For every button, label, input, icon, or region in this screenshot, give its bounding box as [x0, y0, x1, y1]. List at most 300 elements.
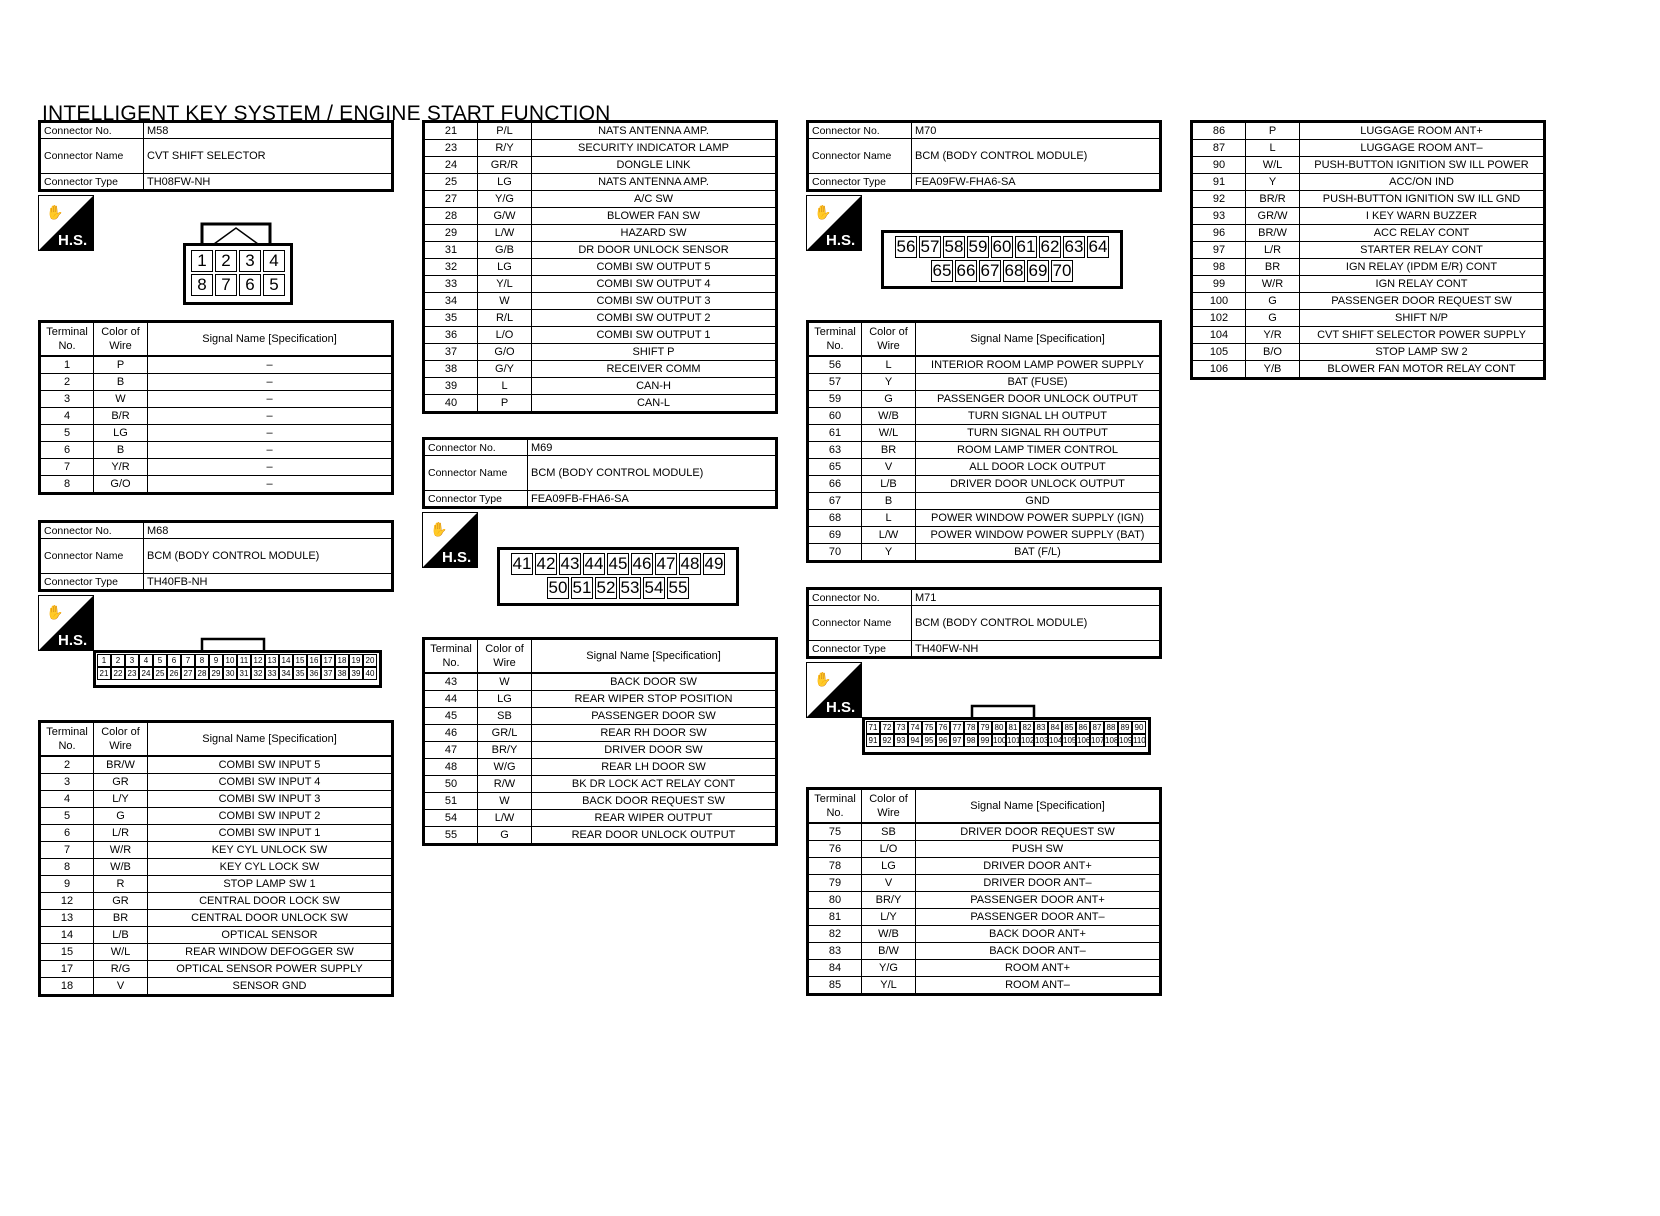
table-row — [424, 122, 777, 140]
table-row — [808, 858, 1161, 875]
connector-pin: 31 — [237, 667, 251, 680]
wire-color-cell: P — [478, 395, 532, 413]
table-row — [424, 361, 777, 378]
terminal-no-cell: 57 — [808, 374, 862, 391]
terminal-no-cell: 105 — [1192, 344, 1246, 361]
color-of-wire-header: Color of Wire — [478, 639, 532, 674]
connector-no-label: Connector No. — [40, 122, 144, 139]
table-row — [808, 442, 1161, 459]
connector-pin: 17 — [321, 654, 335, 667]
terminal-no-cell: 106 — [1192, 361, 1246, 379]
table-row — [808, 977, 1161, 995]
connector-pin: 40 — [363, 667, 377, 680]
signal-name-cell: COMBI SW INPUT 2 — [148, 808, 393, 825]
wire-color-cell: W/L — [94, 944, 148, 961]
table-row — [40, 391, 393, 408]
wire-color-cell: G — [1246, 293, 1300, 310]
connector-pin: 80 — [992, 721, 1006, 734]
connector-no-label: Connector No. — [40, 522, 144, 539]
connector-pin: 21 — [97, 667, 111, 680]
connector-pin: 74 — [908, 721, 922, 734]
connector-pin: 87 — [1090, 721, 1104, 734]
svg-text:✋: ✋ — [430, 521, 448, 537]
connector-pin: 81 — [1006, 721, 1020, 734]
terminal-no-cell: 6 — [40, 825, 94, 842]
m71-pin-row-top — [866, 721, 1147, 734]
wire-color-cell: LG — [478, 691, 532, 708]
m71-pin-row-bottom — [866, 734, 1147, 747]
terminal-no-header: Terminal No. — [424, 639, 478, 674]
wire-color-cell: L/B — [862, 476, 916, 493]
wire-color-cell: GR/R — [478, 157, 532, 174]
signal-name-cell: – — [148, 356, 393, 374]
wire-color-cell: BR/W — [1246, 225, 1300, 242]
connector-pin: 5 — [153, 654, 167, 667]
wire-color-cell: G/W — [478, 208, 532, 225]
wire-color-cell: Y/G — [862, 960, 916, 977]
signal-name-cell: STOP LAMP SW 1 — [148, 876, 393, 893]
signal-name-cell: ROOM ANT+ — [916, 960, 1161, 977]
connector-pin: 57 — [920, 237, 940, 256]
connector-pin: 3 — [239, 250, 261, 272]
connector-pin: 49 — [704, 554, 724, 573]
connector-pin: 60 — [992, 237, 1012, 256]
terminal-no-cell: 76 — [808, 841, 862, 858]
connector-pin: 4 — [139, 654, 153, 667]
signal-name-cell: GND — [916, 493, 1161, 510]
connector-pin: 64 — [1088, 237, 1108, 256]
hs-label: H.S. — [58, 232, 88, 249]
signal-name-cell: ROOM LAMP TIMER CONTROL — [916, 442, 1161, 459]
connector-name-label: Connector Name — [40, 139, 144, 174]
table-row — [1192, 157, 1545, 174]
terminal-no-cell: 67 — [808, 493, 862, 510]
wire-color-cell: SB — [478, 708, 532, 725]
wire-color-cell: Y — [1246, 174, 1300, 191]
signal-name-header: Signal Name [Specification] — [916, 322, 1161, 357]
connector-name-label: Connector Name — [808, 606, 912, 641]
connector-pin: 27 — [181, 667, 195, 680]
wire-color-cell: W/R — [1246, 276, 1300, 293]
terminal-no-cell: 23 — [424, 140, 478, 157]
wire-color-cell: V — [862, 875, 916, 892]
terminal-no-cell: 104 — [1192, 327, 1246, 344]
connector-type-value: TH40FW-NH — [912, 641, 1161, 658]
connector-no-value: M70 — [912, 122, 1161, 139]
connector-pin: 66 — [956, 261, 976, 280]
wire-color-cell: V — [862, 459, 916, 476]
signal-name-cell: – — [148, 391, 393, 408]
m69-connector-face — [497, 547, 739, 606]
table-row — [40, 893, 393, 910]
table-row — [424, 157, 777, 174]
terminal-no-cell: 45 — [424, 708, 478, 725]
terminal-no-cell: 98 — [1192, 259, 1246, 276]
connector-name-value: BCM (BODY CONTROL MODULE) — [528, 456, 777, 491]
terminal-no-cell: 79 — [808, 875, 862, 892]
connector-pin: 84 — [1048, 721, 1062, 734]
connector-type-value: TH08FW-NH — [144, 174, 393, 191]
connector-pin: 46 — [632, 554, 652, 573]
terminal-no-cell: 31 — [424, 242, 478, 259]
terminal-no-cell: 17 — [40, 961, 94, 978]
wire-color-cell: B/W — [862, 943, 916, 960]
signal-name-cell: DRIVER DOOR SW — [532, 742, 777, 759]
table-row — [40, 944, 393, 961]
harness-side-icon — [806, 662, 862, 718]
table-row — [1192, 208, 1545, 225]
m71-terminal-table-continued — [1190, 120, 1546, 380]
svg-text:✋: ✋ — [46, 204, 64, 220]
table-row — [40, 476, 393, 494]
wire-color-cell: BR/Y — [478, 742, 532, 759]
terminal-no-cell: 59 — [808, 391, 862, 408]
signal-name-cell: NATS ANTENNA AMP. — [532, 122, 777, 140]
terminal-no-cell: 13 — [40, 910, 94, 927]
terminal-no-cell: 4 — [40, 408, 94, 425]
signal-name-cell: LUGGAGE ROOM ANT– — [1300, 140, 1545, 157]
connector-pin: 2 — [215, 250, 237, 272]
connector-no-value: M58 — [144, 122, 393, 139]
terminal-no-cell: 3 — [40, 391, 94, 408]
wire-color-cell: GR — [94, 774, 148, 791]
wire-color-cell: LG — [862, 858, 916, 875]
table-row — [1192, 276, 1545, 293]
wire-color-cell: Y/R — [94, 459, 148, 476]
wire-color-cell: Y/L — [478, 276, 532, 293]
table-row — [424, 327, 777, 344]
signal-name-cell: COMBI SW INPUT 5 — [148, 756, 393, 774]
terminal-no-cell: 50 — [424, 776, 478, 793]
terminal-no-cell: 80 — [808, 892, 862, 909]
wire-color-cell: BR/W — [94, 756, 148, 774]
table-row — [40, 459, 393, 476]
terminal-no-cell: 99 — [1192, 276, 1246, 293]
connector-pin: 96 — [936, 734, 950, 747]
connector-pin: 89 — [1118, 721, 1132, 734]
connector-type-label: Connector Type — [808, 641, 912, 658]
table-row — [424, 725, 777, 742]
wire-color-cell: W/L — [1246, 157, 1300, 174]
connector-pin: 42 — [536, 554, 556, 573]
signal-name-cell: STOP LAMP SW 2 — [1300, 344, 1545, 361]
wire-color-cell: W/B — [862, 926, 916, 943]
connector-type-label: Connector Type — [40, 574, 144, 591]
connector-pin: 90 — [1132, 721, 1146, 734]
wire-color-cell: L/R — [94, 825, 148, 842]
table-row — [424, 395, 777, 413]
table-row — [40, 756, 393, 774]
table-row — [808, 960, 1161, 977]
wire-color-cell: W/B — [862, 408, 916, 425]
table-row — [40, 825, 393, 842]
connector-pin: 43 — [560, 554, 580, 573]
connector-pin: 108 — [1105, 736, 1119, 745]
terminal-no-cell: 7 — [40, 459, 94, 476]
terminal-no-cell: 29 — [424, 225, 478, 242]
signal-name-cell: COMBI SW OUTPUT 3 — [532, 293, 777, 310]
terminal-no-cell: 2 — [40, 756, 94, 774]
wire-color-cell: LG — [94, 425, 148, 442]
table-row — [424, 259, 777, 276]
connector-pin: 106 — [1077, 736, 1091, 745]
wire-color-cell: P — [1246, 122, 1300, 140]
wire-color-cell: R/L — [478, 310, 532, 327]
terminal-no-cell: 1 — [40, 356, 94, 374]
connector-pin: 70 — [1052, 261, 1072, 280]
signal-name-cell: CENTRAL DOOR LOCK SW — [148, 893, 393, 910]
table-row — [40, 859, 393, 876]
wire-color-cell: SB — [862, 823, 916, 841]
wire-color-cell: L — [1246, 140, 1300, 157]
wire-color-cell: Y/G — [478, 191, 532, 208]
connector-pin: 110 — [1133, 736, 1146, 745]
signal-name-cell: PASSENGER DOOR SW — [532, 708, 777, 725]
connector-pin: 28 — [195, 667, 209, 680]
wire-color-cell: P — [94, 356, 148, 374]
connector-type-value: FEA09FB-FHA6-SA — [528, 491, 777, 508]
terminal-no-cell: 7 — [40, 842, 94, 859]
signal-name-cell: NATS ANTENNA AMP. — [532, 174, 777, 191]
terminal-no-cell: 51 — [424, 793, 478, 810]
connector-pin: 58 — [944, 237, 964, 256]
signal-name-header: Signal Name [Specification] — [148, 322, 393, 357]
table-row — [1192, 174, 1545, 191]
wire-color-cell: R — [94, 876, 148, 893]
signal-name-cell: DRIVER DOOR UNLOCK OUTPUT — [916, 476, 1161, 493]
signal-name-cell: DRIVER DOOR ANT– — [916, 875, 1161, 892]
m68-pin-row-bottom — [97, 667, 378, 680]
terminal-no-cell: 44 — [424, 691, 478, 708]
connector-pin: 34 — [279, 667, 293, 680]
terminal-no-cell: 85 — [808, 977, 862, 995]
signal-name-cell: IGN RELAY CONT — [1300, 276, 1545, 293]
m58-connector-latch — [200, 220, 272, 246]
terminal-no-cell: 18 — [40, 978, 94, 996]
terminal-no-cell: 39 — [424, 378, 478, 395]
terminal-no-cell: 15 — [40, 944, 94, 961]
table-row — [424, 225, 777, 242]
table-row — [424, 759, 777, 776]
connector-name-label: Connector Name — [40, 539, 144, 574]
connector-pin: 6 — [167, 654, 181, 667]
signal-name-cell: PASSENGER DOOR ANT+ — [916, 892, 1161, 909]
signal-name-cell: CVT SHIFT SELECTOR POWER SUPPLY — [1300, 327, 1545, 344]
wire-color-cell: L — [862, 510, 916, 527]
table-row — [1192, 225, 1545, 242]
wire-color-cell: W/B — [94, 859, 148, 876]
wire-color-cell: R/G — [94, 961, 148, 978]
table-row — [1192, 140, 1545, 157]
table-row — [424, 810, 777, 827]
connector-pin: 14 — [279, 654, 293, 667]
connector-pin: 29 — [209, 667, 223, 680]
signal-name-cell: RECEIVER COMM — [532, 361, 777, 378]
m58-terminal-table — [38, 320, 394, 495]
connector-pin: 86 — [1076, 721, 1090, 734]
m68-terminal-table — [38, 720, 394, 997]
table-row — [808, 374, 1161, 391]
color-of-wire-header: Color of Wire — [862, 789, 916, 824]
wire-color-cell: G/O — [94, 476, 148, 494]
terminal-no-cell: 91 — [1192, 174, 1246, 191]
table-row — [1192, 122, 1545, 140]
connector-pin: 95 — [922, 734, 936, 747]
signal-name-cell: POWER WINDOW POWER SUPPLY (BAT) — [916, 527, 1161, 544]
table-row — [1192, 327, 1545, 344]
connector-pin: 39 — [349, 667, 363, 680]
signal-name-cell: DONGLE LINK — [532, 157, 777, 174]
harness-side-icon — [422, 512, 478, 568]
signal-name-cell: BACK DOOR ANT+ — [916, 926, 1161, 943]
connector-pin: 67 — [980, 261, 1000, 280]
table-row — [808, 943, 1161, 960]
table-row — [1192, 361, 1545, 379]
table-row — [808, 823, 1161, 841]
m71-connector-face — [862, 717, 1151, 755]
connector-pin: 88 — [1104, 721, 1118, 734]
connector-pin: 100 — [993, 736, 1007, 745]
wire-color-cell: L/Y — [94, 791, 148, 808]
connector-type-label: Connector Type — [424, 491, 528, 508]
terminal-no-cell: 14 — [40, 927, 94, 944]
terminal-no-cell: 75 — [808, 823, 862, 841]
connector-name-label: Connector Name — [808, 139, 912, 174]
harness-side-icon — [38, 195, 94, 251]
table-row — [808, 408, 1161, 425]
wire-color-cell: Y/B — [1246, 361, 1300, 379]
terminal-no-cell: 83 — [808, 943, 862, 960]
signal-name-cell: COMBI SW OUTPUT 1 — [532, 327, 777, 344]
connector-pin: 23 — [125, 667, 139, 680]
connector-pin: 20 — [363, 654, 377, 667]
table-header-row — [808, 789, 1161, 824]
wire-color-cell: L/Y — [862, 909, 916, 926]
terminal-no-cell: 5 — [40, 808, 94, 825]
table-row — [424, 344, 777, 361]
table-row — [424, 793, 777, 810]
connector-pin: 24 — [139, 667, 153, 680]
wire-color-cell: L/B — [94, 927, 148, 944]
signal-name-cell: REAR WINDOW DEFOGGER SW — [148, 944, 393, 961]
signal-name-cell: ACC/ON IND — [1300, 174, 1545, 191]
connector-pin: 77 — [950, 721, 964, 734]
terminal-no-header: Terminal No. — [808, 789, 862, 824]
hs-label: H.S. — [826, 232, 856, 249]
signal-name-cell: PUSH SW — [916, 841, 1161, 858]
signal-name-cell: REAR WIPER OUTPUT — [532, 810, 777, 827]
terminal-no-cell: 93 — [1192, 208, 1246, 225]
table-row — [424, 827, 777, 845]
signal-name-cell: POWER WINDOW POWER SUPPLY (IGN) — [916, 510, 1161, 527]
connector-pin: 56 — [896, 237, 916, 256]
table-row — [424, 742, 777, 759]
table-row — [1192, 344, 1545, 361]
terminal-no-cell: 47 — [424, 742, 478, 759]
terminal-no-cell: 96 — [1192, 225, 1246, 242]
terminal-no-cell: 86 — [1192, 122, 1246, 140]
m70-pin-row-top — [884, 236, 1120, 258]
connector-no-value: M69 — [528, 439, 777, 456]
connector-pin: 47 — [656, 554, 676, 573]
connector-name-value: BCM (BODY CONTROL MODULE) — [912, 139, 1161, 174]
terminal-no-cell: 6 — [40, 442, 94, 459]
signal-name-cell: – — [148, 425, 393, 442]
m58-connector-face — [183, 243, 293, 305]
harness-side-icon — [806, 195, 862, 251]
connector-pin: 94 — [908, 734, 922, 747]
m58-pin-row-top — [186, 250, 290, 272]
connector-pin: 63 — [1064, 237, 1084, 256]
color-of-wire-header: Color of Wire — [94, 322, 148, 357]
connector-pin: 53 — [620, 578, 640, 597]
m70-pin-row-bottom — [884, 260, 1120, 282]
connector-no-label: Connector No. — [424, 439, 528, 456]
table-row — [40, 808, 393, 825]
connector-name-value: BCM (BODY CONTROL MODULE) — [912, 606, 1161, 641]
signal-name-cell: BLOWER FAN MOTOR RELAY CONT — [1300, 361, 1545, 379]
table-row — [424, 691, 777, 708]
table-row — [808, 425, 1161, 442]
signal-name-cell: DRIVER DOOR REQUEST SW — [916, 823, 1161, 841]
terminal-no-cell: 8 — [40, 859, 94, 876]
m70-terminal-table — [806, 320, 1162, 563]
signal-name-cell: COMBI SW INPUT 3 — [148, 791, 393, 808]
svg-text:✋: ✋ — [46, 604, 64, 620]
m58-connector-info — [38, 120, 394, 192]
signal-name-cell: ALL DOOR LOCK OUTPUT — [916, 459, 1161, 476]
signal-name-cell: LUGGAGE ROOM ANT+ — [1300, 122, 1545, 140]
table-row — [424, 191, 777, 208]
table-row — [808, 926, 1161, 943]
table-row — [424, 776, 777, 793]
connector-pin: 51 — [572, 578, 592, 597]
wire-color-cell: W/R — [94, 842, 148, 859]
terminal-no-cell: 82 — [808, 926, 862, 943]
connector-pin: 62 — [1040, 237, 1060, 256]
terminal-no-cell: 55 — [424, 827, 478, 845]
table-row — [808, 391, 1161, 408]
signal-name-cell: PASSENGER DOOR UNLOCK OUTPUT — [916, 391, 1161, 408]
wire-color-cell: W — [478, 673, 532, 691]
terminal-no-cell: 35 — [424, 310, 478, 327]
terminal-no-cell: 84 — [808, 960, 862, 977]
m71-terminal-table — [806, 787, 1162, 996]
signal-name-cell: PASSENGER DOOR ANT– — [916, 909, 1161, 926]
wire-color-cell: R/W — [478, 776, 532, 793]
connector-pin: 85 — [1062, 721, 1076, 734]
svg-text:✋: ✋ — [814, 671, 832, 687]
terminal-no-cell: 68 — [808, 510, 862, 527]
table-row — [424, 140, 777, 157]
wire-color-cell: GR — [94, 893, 148, 910]
connector-pin: 38 — [335, 667, 349, 680]
color-of-wire-header: Color of Wire — [862, 322, 916, 357]
table-row — [424, 708, 777, 725]
page-title: INTELLIGENT KEY SYSTEM / ENGINE START FUNCTION — [42, 102, 611, 125]
signal-name-cell: IGN RELAY (IPDM E/R) CONT — [1300, 259, 1545, 276]
table-row — [808, 459, 1161, 476]
m68-connector-face — [93, 650, 382, 688]
connector-pin: 32 — [251, 667, 265, 680]
wire-color-cell: GR/L — [478, 725, 532, 742]
connector-pin: 37 — [321, 667, 335, 680]
terminal-no-cell: 65 — [808, 459, 862, 476]
table-row — [40, 408, 393, 425]
table-row — [808, 892, 1161, 909]
table-row — [1192, 310, 1545, 327]
table-row — [1192, 242, 1545, 259]
